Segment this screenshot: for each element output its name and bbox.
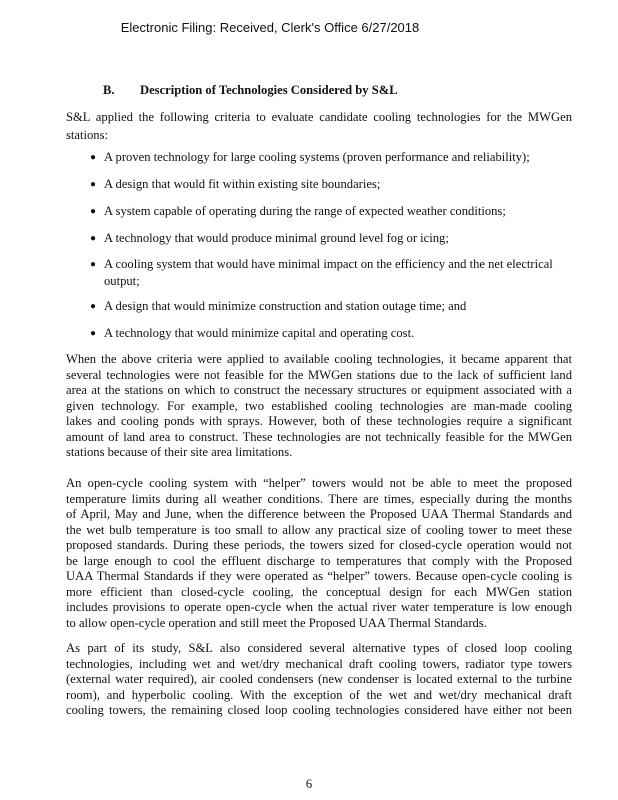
- bullet-text: A technology that would produce minimal ground level fog or icing;: [104, 231, 449, 245]
- intro-line: stations:: [66, 128, 108, 142]
- paragraph-line: lakes and cooling ponds with sprays. However, both of these technologies require a significant: [66, 414, 572, 428]
- bullet-icon: ●: [90, 301, 97, 312]
- intro-line: S&L applied the following criteria to evaluate candidate cooling technologies for the MWGen: [66, 110, 572, 124]
- paragraph-line: includes provisions to operate open-cycle when the actual river water temperature is low enough: [66, 600, 572, 614]
- bullet-text: A technology that would minimize capital and operating cost.: [104, 326, 415, 340]
- bullet-text: A cooling system that would have minimal impact on the efficiency and the net electrical: [104, 257, 553, 271]
- paragraph-line: given technology. For example, two established cooling technologies are man-made cooling: [66, 398, 572, 413]
- bullet-icon: ●: [90, 328, 97, 339]
- bullet-text: A proven technology for large cooling systems (proven performance and reliability);: [104, 150, 530, 164]
- paragraph-line: stations because of their site area limitations.: [66, 445, 293, 459]
- section-title: Description of Technologies Considered by S&L: [140, 83, 398, 97]
- bullet-icon: ●: [90, 259, 97, 270]
- bullet-text: A system capable of operating during the range of expected weather conditions;: [104, 204, 506, 218]
- paragraph-line: As part of its study, S&L also considered several alternative types of closed loop cooling: [66, 641, 572, 655]
- page-number: 6: [305, 777, 313, 791]
- bullet-text: A design that would fit within existing site boundaries;: [104, 177, 381, 191]
- paragraph-line: be large enough to cool the effluent discharge to temperatures that comply with the Proposed: [66, 553, 572, 568]
- bullet-icon: ●: [90, 179, 97, 190]
- paragraph-line: room), and hyperbolic cooling. With the exception of the wet and wet/dry mechanical draft: [66, 687, 572, 702]
- paragraph-line: the wet bulb temperature is too small to allow any practical size of cooling tower to meet these: [66, 522, 572, 537]
- paragraph-line: An open-cycle cooling system with “helper” towers would not be able to meet the proposed: [66, 476, 572, 490]
- filing-header: Electronic Filing: Received, Clerk's Office 6/27/2018: [120, 20, 420, 35]
- paragraph-line: cooling towers, the remaining closed loop cooling technologies considered have either not been: [66, 703, 572, 717]
- paragraph-line: When the above criteria were applied to available cooling technologies, it became apparent that: [66, 352, 572, 366]
- paragraph-line: proposed standards. During these periods, the towers sized for closed-cycle operation would not: [66, 538, 572, 552]
- paragraph-line: UAA Thermal Standards if they were operated as “helper” towers. Because open-cycle cooling is: [66, 569, 572, 583]
- paragraph-line: several technologies were not feasible for the MWGen stations due to the lack of sufficient land: [66, 367, 572, 382]
- bullet-icon: ●: [90, 233, 97, 244]
- paragraph-line: more efficient than closed-cycle cooling, the conceptual design for each MWGen station: [66, 584, 572, 599]
- paragraph-line: area at the stations on which to construct the necessary structures or equipment associated with a: [66, 383, 572, 397]
- bullet-icon: ●: [90, 152, 97, 163]
- paragraph-line: of April, May and June, when the difference between the Proposed UAA Thermal Standards and: [66, 507, 572, 521]
- paragraph-line: technologies, including wet and wet/dry mechanical draft cooling towers, radiator type towers: [66, 656, 572, 671]
- paragraph-line: (external water required), air cooled condensers (new condenser is located external to the turbine: [66, 672, 572, 686]
- bullet-text: output;: [104, 274, 140, 288]
- paragraph-line: amount of land area to construct. These technologies are not technically feasible for the MWGen: [66, 429, 572, 444]
- bullet-icon: ●: [90, 206, 97, 217]
- section-letter: B.: [103, 83, 115, 97]
- paragraph-line: temperature limits during all weather conditions. There are times, especially during the months: [66, 491, 572, 506]
- paragraph-line: to allow open-cycle operation and still meet the Proposed UAA Thermal Standards.: [66, 615, 487, 630]
- bullet-text: A design that would minimize construction and station outage time; and: [104, 299, 467, 313]
